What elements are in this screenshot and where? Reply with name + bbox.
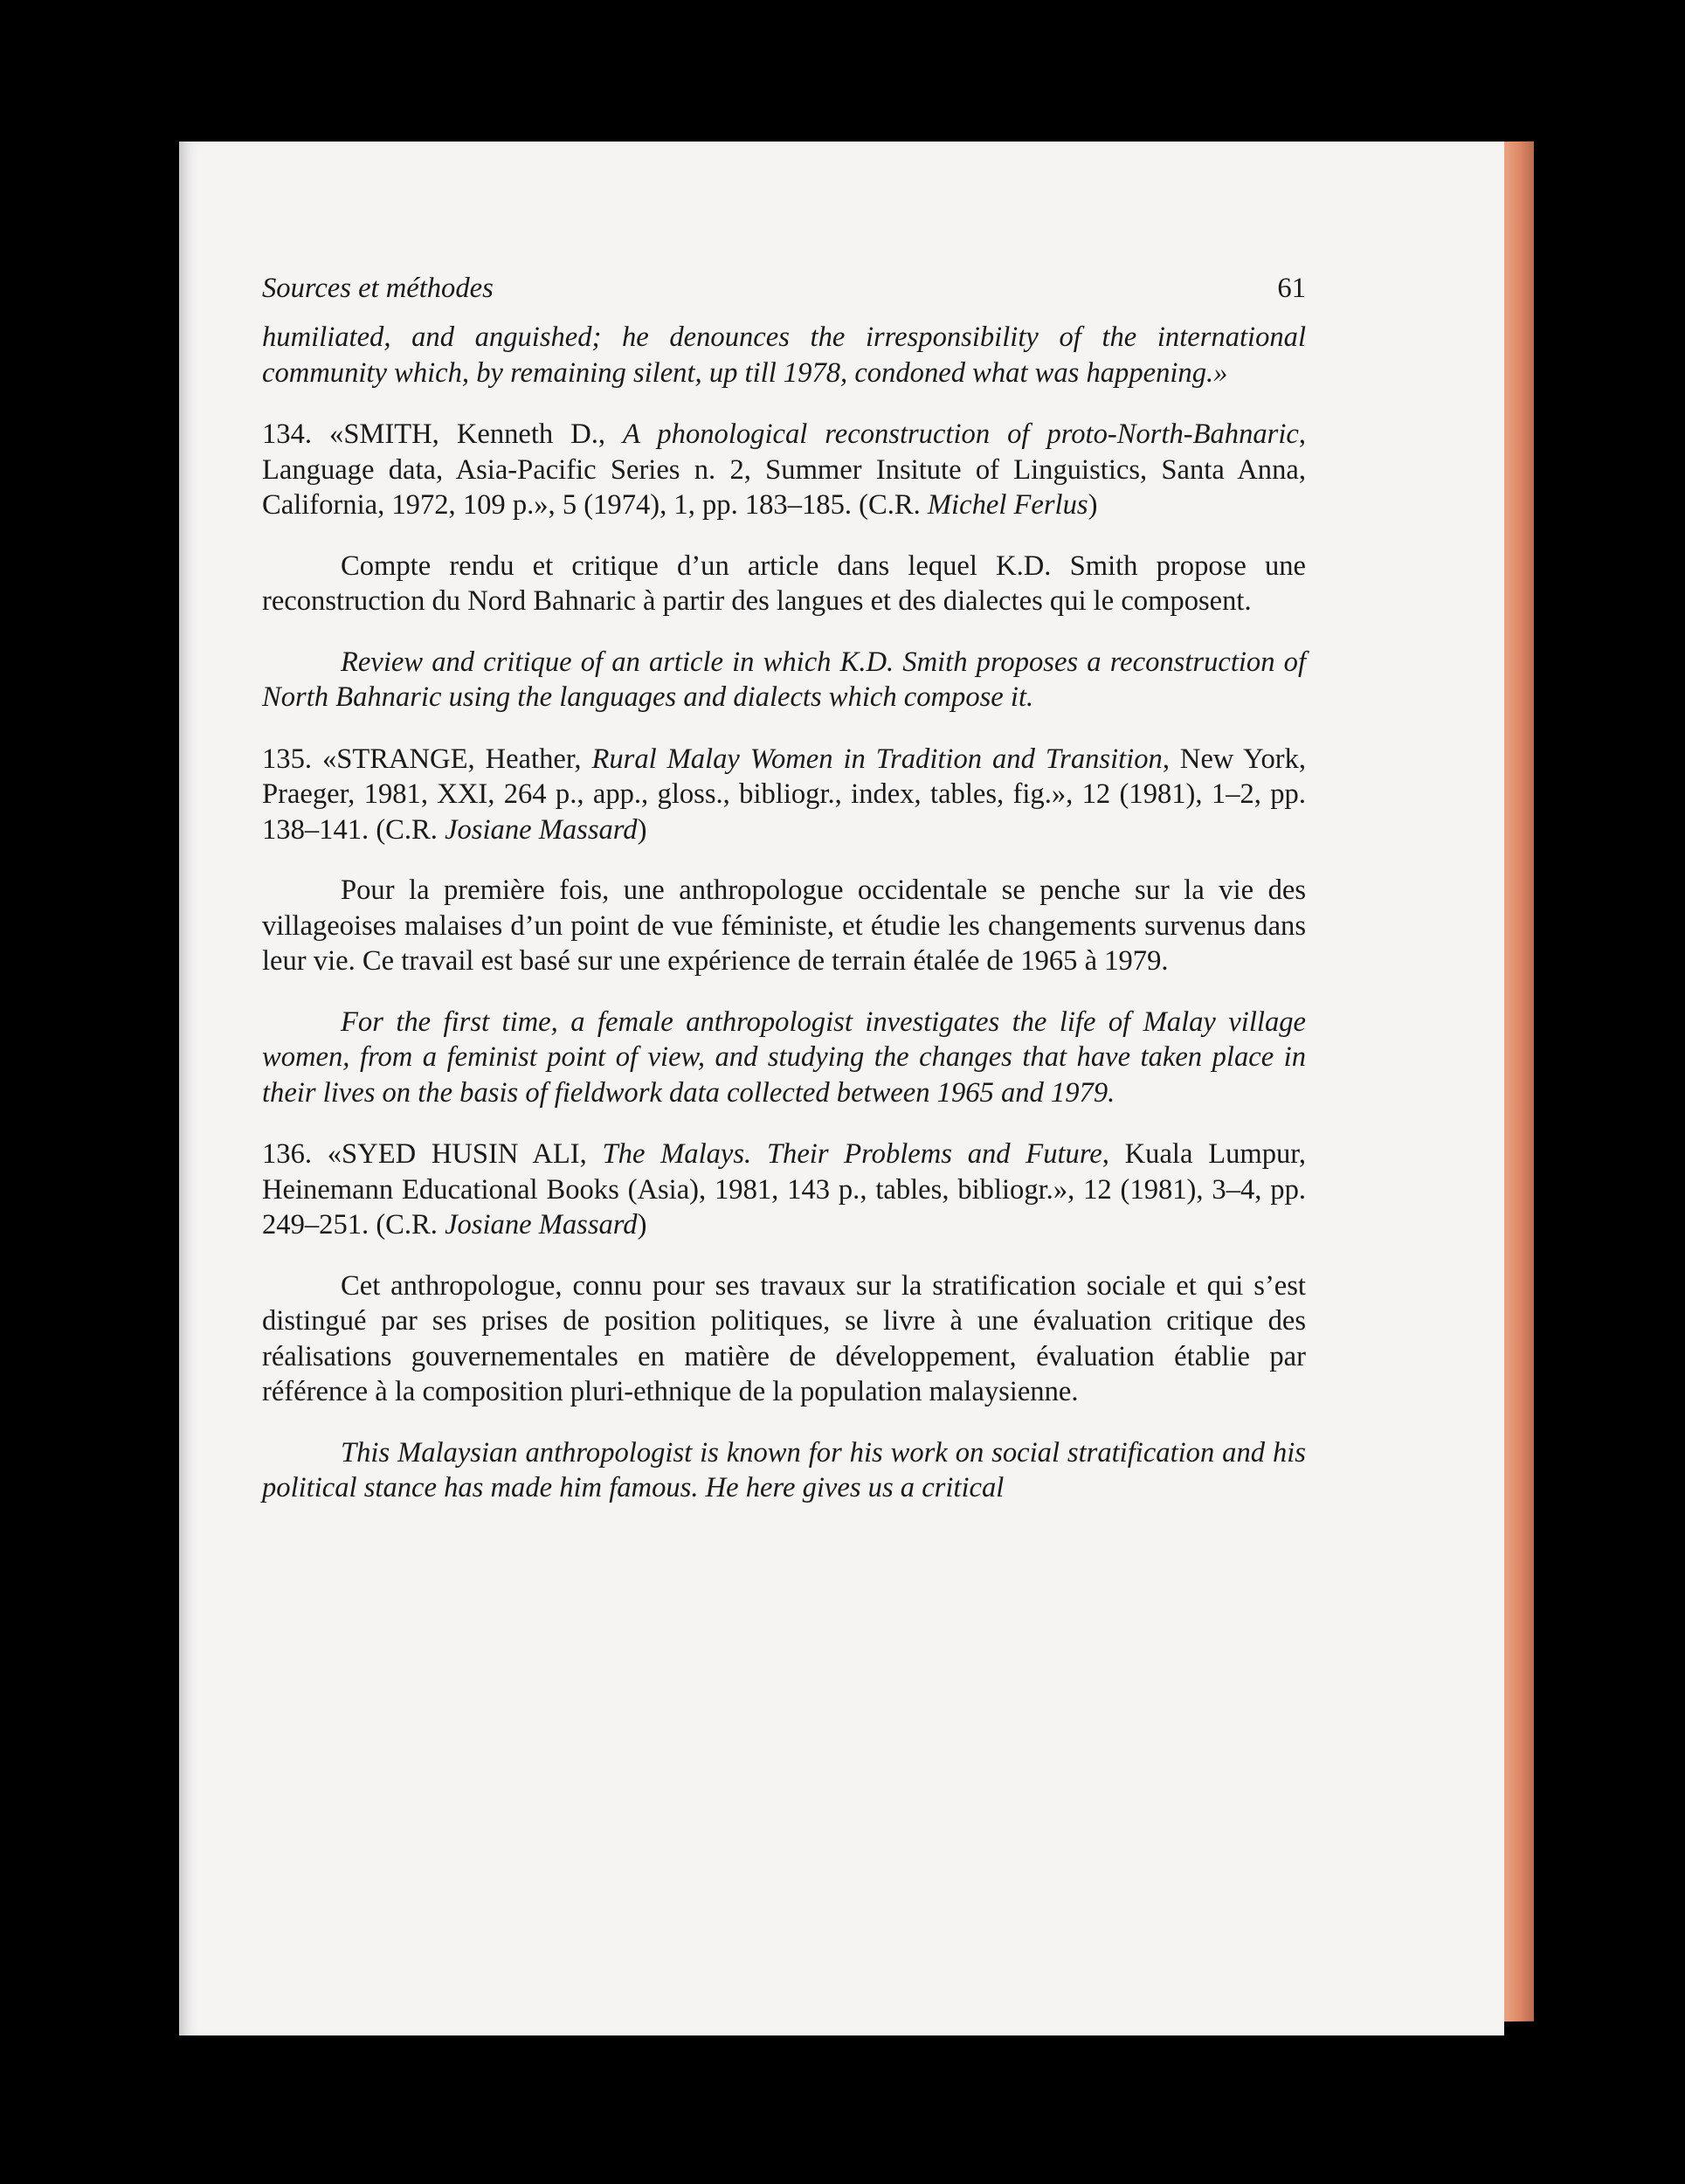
running-head: Sources et méthodes bbox=[262, 273, 494, 304]
entry-135-french-summary: Pour la première fois, une anthropologue occidentale se penche sur la vie des villageoises malaises d’un point de vue féministe, et étudie les changements survenus dans leur vie. Ce travail est basé sur une expérience de terrain étalée de 1965 à 1979. bbox=[262, 874, 1306, 977]
entry-135 bbox=[262, 742, 1306, 848]
entry-134-english-summary: Review and critique of an article in which K.D. Smith proposes a reconstruction of North Bahnaric using the languages and dialects which compose it. bbox=[262, 646, 1306, 713]
entry-136-french-summary: Cet anthropologue, connu pour ses travaux sur la stratification sociale et qui s’est distingué par ses prises de position politiques, se livre à une évaluation critique des réalisations gouvernementales en matière de développement, évaluation établie par référence à la composition pluri-ethnique de la population malaysienne. bbox=[262, 1269, 1306, 1407]
entry-136-english-summary: This Malaysian anthropologist is known for his work on social stratification and his political stance has made him famous. He here gives us a critical bbox=[262, 1436, 1306, 1503]
entry-136-details: , Kuala Lumpur, Heinemann Educational Books (Asia), 1981, 143 p., tables, bibliogr.», 12 (1981), 3–4, pp. 249–251. (C.R. bbox=[262, 1138, 1306, 1241]
entry-134-french-summary: Compte rendu et critique d’un article dans lequel K.D. Smith propose une reconstruction du Nord Bahnaric à partir des langues et des dialectes qui le composent. bbox=[262, 549, 1306, 617]
entry-134-details: , Language data, Asia-Pacific Series n. 2, Summer Insitute of Linguistics, Santa Anna, California, 1972, 109 p.», 5 (1974), 1, pp. 183–185. (C.R. bbox=[262, 418, 1306, 521]
entry-135-english-summary: For the first time, a female anthropologist investigates the life of Malay village women, from a feminist point of view, and studying the changes that have taken place in their lives on the basis of fieldwork data collected between 1965 and 1979. bbox=[262, 1006, 1306, 1109]
entry-134-close: ) bbox=[1088, 489, 1098, 521]
entry-136-close: ) bbox=[637, 1209, 647, 1241]
entry-135-reviewer: Josiane Massard bbox=[445, 813, 638, 846]
entry-134 bbox=[262, 417, 1306, 523]
entry-134-lead: 134. «SMITH, Kenneth D., bbox=[262, 418, 624, 450]
page-number: 61 bbox=[1277, 273, 1306, 304]
entry-136-reviewer: Josiane Massard bbox=[445, 1209, 638, 1241]
entry-136-lead: 136. «SYED HUSIN ALI, bbox=[262, 1138, 603, 1170]
entry-134-title: A phonological reconstruction of proto-North-Bahnaric bbox=[623, 418, 1299, 450]
entry-135-title: Rural Malay Women in Tradition and Transition bbox=[591, 743, 1163, 775]
entry-136-title: The Malays. Their Problems and Future bbox=[602, 1138, 1102, 1170]
entry-135-lead: 135. «STRANGE, Heather, bbox=[262, 743, 592, 775]
entry-135-details: , New York, Praeger, 1981, XXI, 264 p., app., gloss., bibliogr., index, tables, fig.», 12 (1981), 1–2, pp. 138–141. (C.R. bbox=[262, 743, 1307, 846]
page-header bbox=[262, 271, 1306, 309]
entry-136 bbox=[262, 1137, 1306, 1243]
entry-134-reviewer: Michel Ferlus bbox=[927, 489, 1088, 521]
entry-135-close: ) bbox=[637, 813, 647, 846]
page-content bbox=[262, 271, 1306, 1506]
continued-english-summary: humiliated, and anguished; he denounces the irresponsibility of the international community which, by remaining silent, up till 1978, condoned what was happening.» bbox=[262, 321, 1306, 389]
